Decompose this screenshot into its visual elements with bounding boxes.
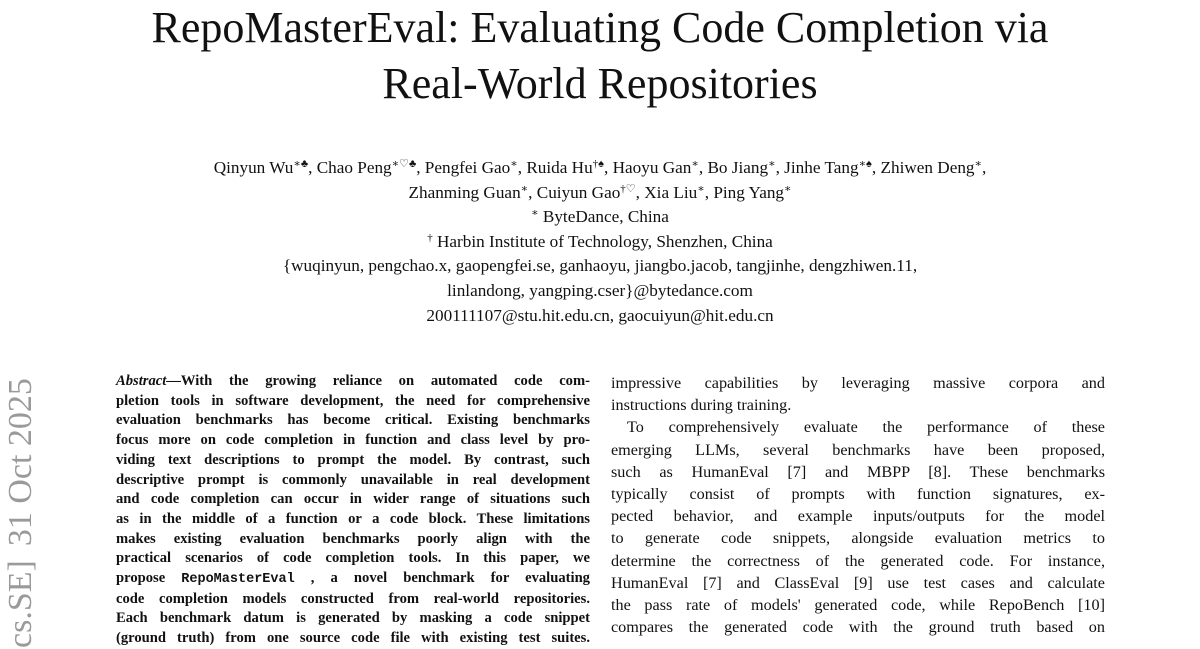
author-name: Zhanming Guan [408,182,521,202]
abstract-text: , a novel benchmark for evaluating [294,570,590,587]
abstract-dash: — [166,373,181,389]
affiliation-hit [60,230,1140,255]
author-marks: ∗ [768,158,776,170]
affiliation-mark: ∗ [531,207,539,220]
abstract-line: as in the middle of a function or a code block. These limitations [116,510,590,527]
body-line: impressive capabilities by leveraging massive corpora and [611,374,1105,392]
author-name: Chao Peng [316,158,392,177]
author-marks: †♠ [592,158,605,170]
body-line: pected behavior, and example inputs/outputs for the model [611,507,1105,526]
author-name: Qinyun Wu [213,158,294,177]
author-marks: ∗♡♣ [391,158,417,170]
abstract-column [116,372,590,649]
affiliation-bytedance [60,205,1140,230]
affiliation-text: ByteDance, China [542,207,669,227]
abstract-line: viding text descriptions to prompt the model. By contrast, such [116,451,590,468]
abstract-line: evaluation benchmarks has become critical. Existing benchmarks [116,412,590,429]
abstract-line: makes existing evaluation benchmarks poorly align with the [116,530,590,547]
author-name: Cuiyun Gao [536,182,621,202]
abstract-line [116,372,590,392]
title-line-2: Real-World Repositories [382,59,818,108]
abstract-line: (ground truth) from one source code file with existing test suites. [116,630,590,647]
body-line: to generate code snippets, alongside evaluation metrics to [611,529,1105,548]
author-marks: ∗ [974,158,982,170]
arxiv-category: cs.SE] [2,560,39,648]
abstract-line [116,569,590,590]
body-column-right [611,372,1105,638]
authors-line-2: Zhanming Guan∗, Cuiyun Gao†♡, Xia Liu∗, Ping Yang∗ [408,182,792,202]
author-marks: ∗ [784,182,792,195]
author-marks: ∗ [691,158,699,170]
author-block [60,156,1140,328]
affiliation-text: Harbin Institute of Technology, Shenzhen, China [437,231,773,251]
author-marks: ∗ [697,182,705,195]
author-name: Ruida Hu [526,158,593,177]
body-line: compares the generated code with the ground truth based on [611,618,1105,637]
author-marks: ∗♣ [293,158,309,170]
affiliation-mark: † [427,231,433,244]
arxiv-date: 31 Oct 2025 [2,378,39,547]
author-marks: ∗♠ [858,158,872,170]
author-name: Haoyu Gan [612,158,692,177]
abstract-line: descriptive prompt is commonly unavailable in real development [116,471,590,488]
email-line-3: 200111107@stu.hit.edu.cn, gaocuiyun@hit.edu.cn [426,305,774,325]
benchmark-name: RepoMasterEval [181,572,295,588]
author-name: Jinhe Tang [784,158,859,177]
abstract-line: Each benchmark datum is generated by masking a code snippet [116,610,590,627]
abstract-text: With the growing reliance on automated code com- [180,373,590,389]
body-line: To comprehensively evaluate the performance of these [627,418,1105,437]
email-line-1: {wuqinyun, pengchao.x, gaopengfei.se, ganhaoyu, jiangbo.jacob, tangjinhe, dengzhiwen.11, [282,256,918,276]
author-marks: ∗ [520,182,529,195]
body-line: emerging LLMs, several benchmarks have been proposed, [611,440,1105,459]
author-marks: ∗ [510,158,518,170]
arxiv-stamp [2,288,40,648]
abstract-line: code completion models constructed from real-world repositories. [116,590,590,607]
paper-title [0,0,1200,112]
abstract-text: propose [116,570,182,587]
body-line: such as HumanEval [7] and MBPP [8]. These benchmarks [611,462,1105,481]
body-line: the pass rate of models' generated code, while RepoBench [10] [611,596,1105,615]
authors-line-1: Qinyun Wu∗♣, Chao Peng∗♡♣, Pengfei Gao∗, Ruida Hu†♠, Haoyu Gan∗, Bo Jiang∗, Jinhe Tang∗♠, Zhiwen Deng∗, [213,158,987,177]
abstract-line: focus more on code completion in function and class level by pro- [116,432,590,449]
author-name: Zhiwen Deng [880,158,975,177]
abstract-line: pletion tools in software development, the need for comprehensive [116,392,590,409]
author-name: Xia Liu [644,182,698,202]
body-line: HumanEval [7] and ClassEval [9] use test cases and calculate [611,573,1105,592]
author-name: Ping Yang [713,182,785,202]
body-line: typically consist of prompts with function signatures, ex- [611,485,1105,504]
email-line-2: linlandong, yangping.cser}@bytedance.com [447,280,753,300]
author-marks: †♡ [620,182,636,195]
author-name: Bo Jiang [707,158,769,177]
title-line-1: RepoMasterEval: Evaluating Code Completion via [151,3,1049,52]
abstract-lead: Abstract [116,373,167,389]
abstract-line: and code completion can occur in wider range of situations such [116,491,590,508]
abstract-line: practical scenarios of code completion tools. In this paper, we [116,550,590,567]
author-name: Pengfei Gao [424,158,511,177]
body-line: instructions during training. [611,396,792,415]
body-line: determine the correctness of the generated code. For instance, [611,551,1105,570]
